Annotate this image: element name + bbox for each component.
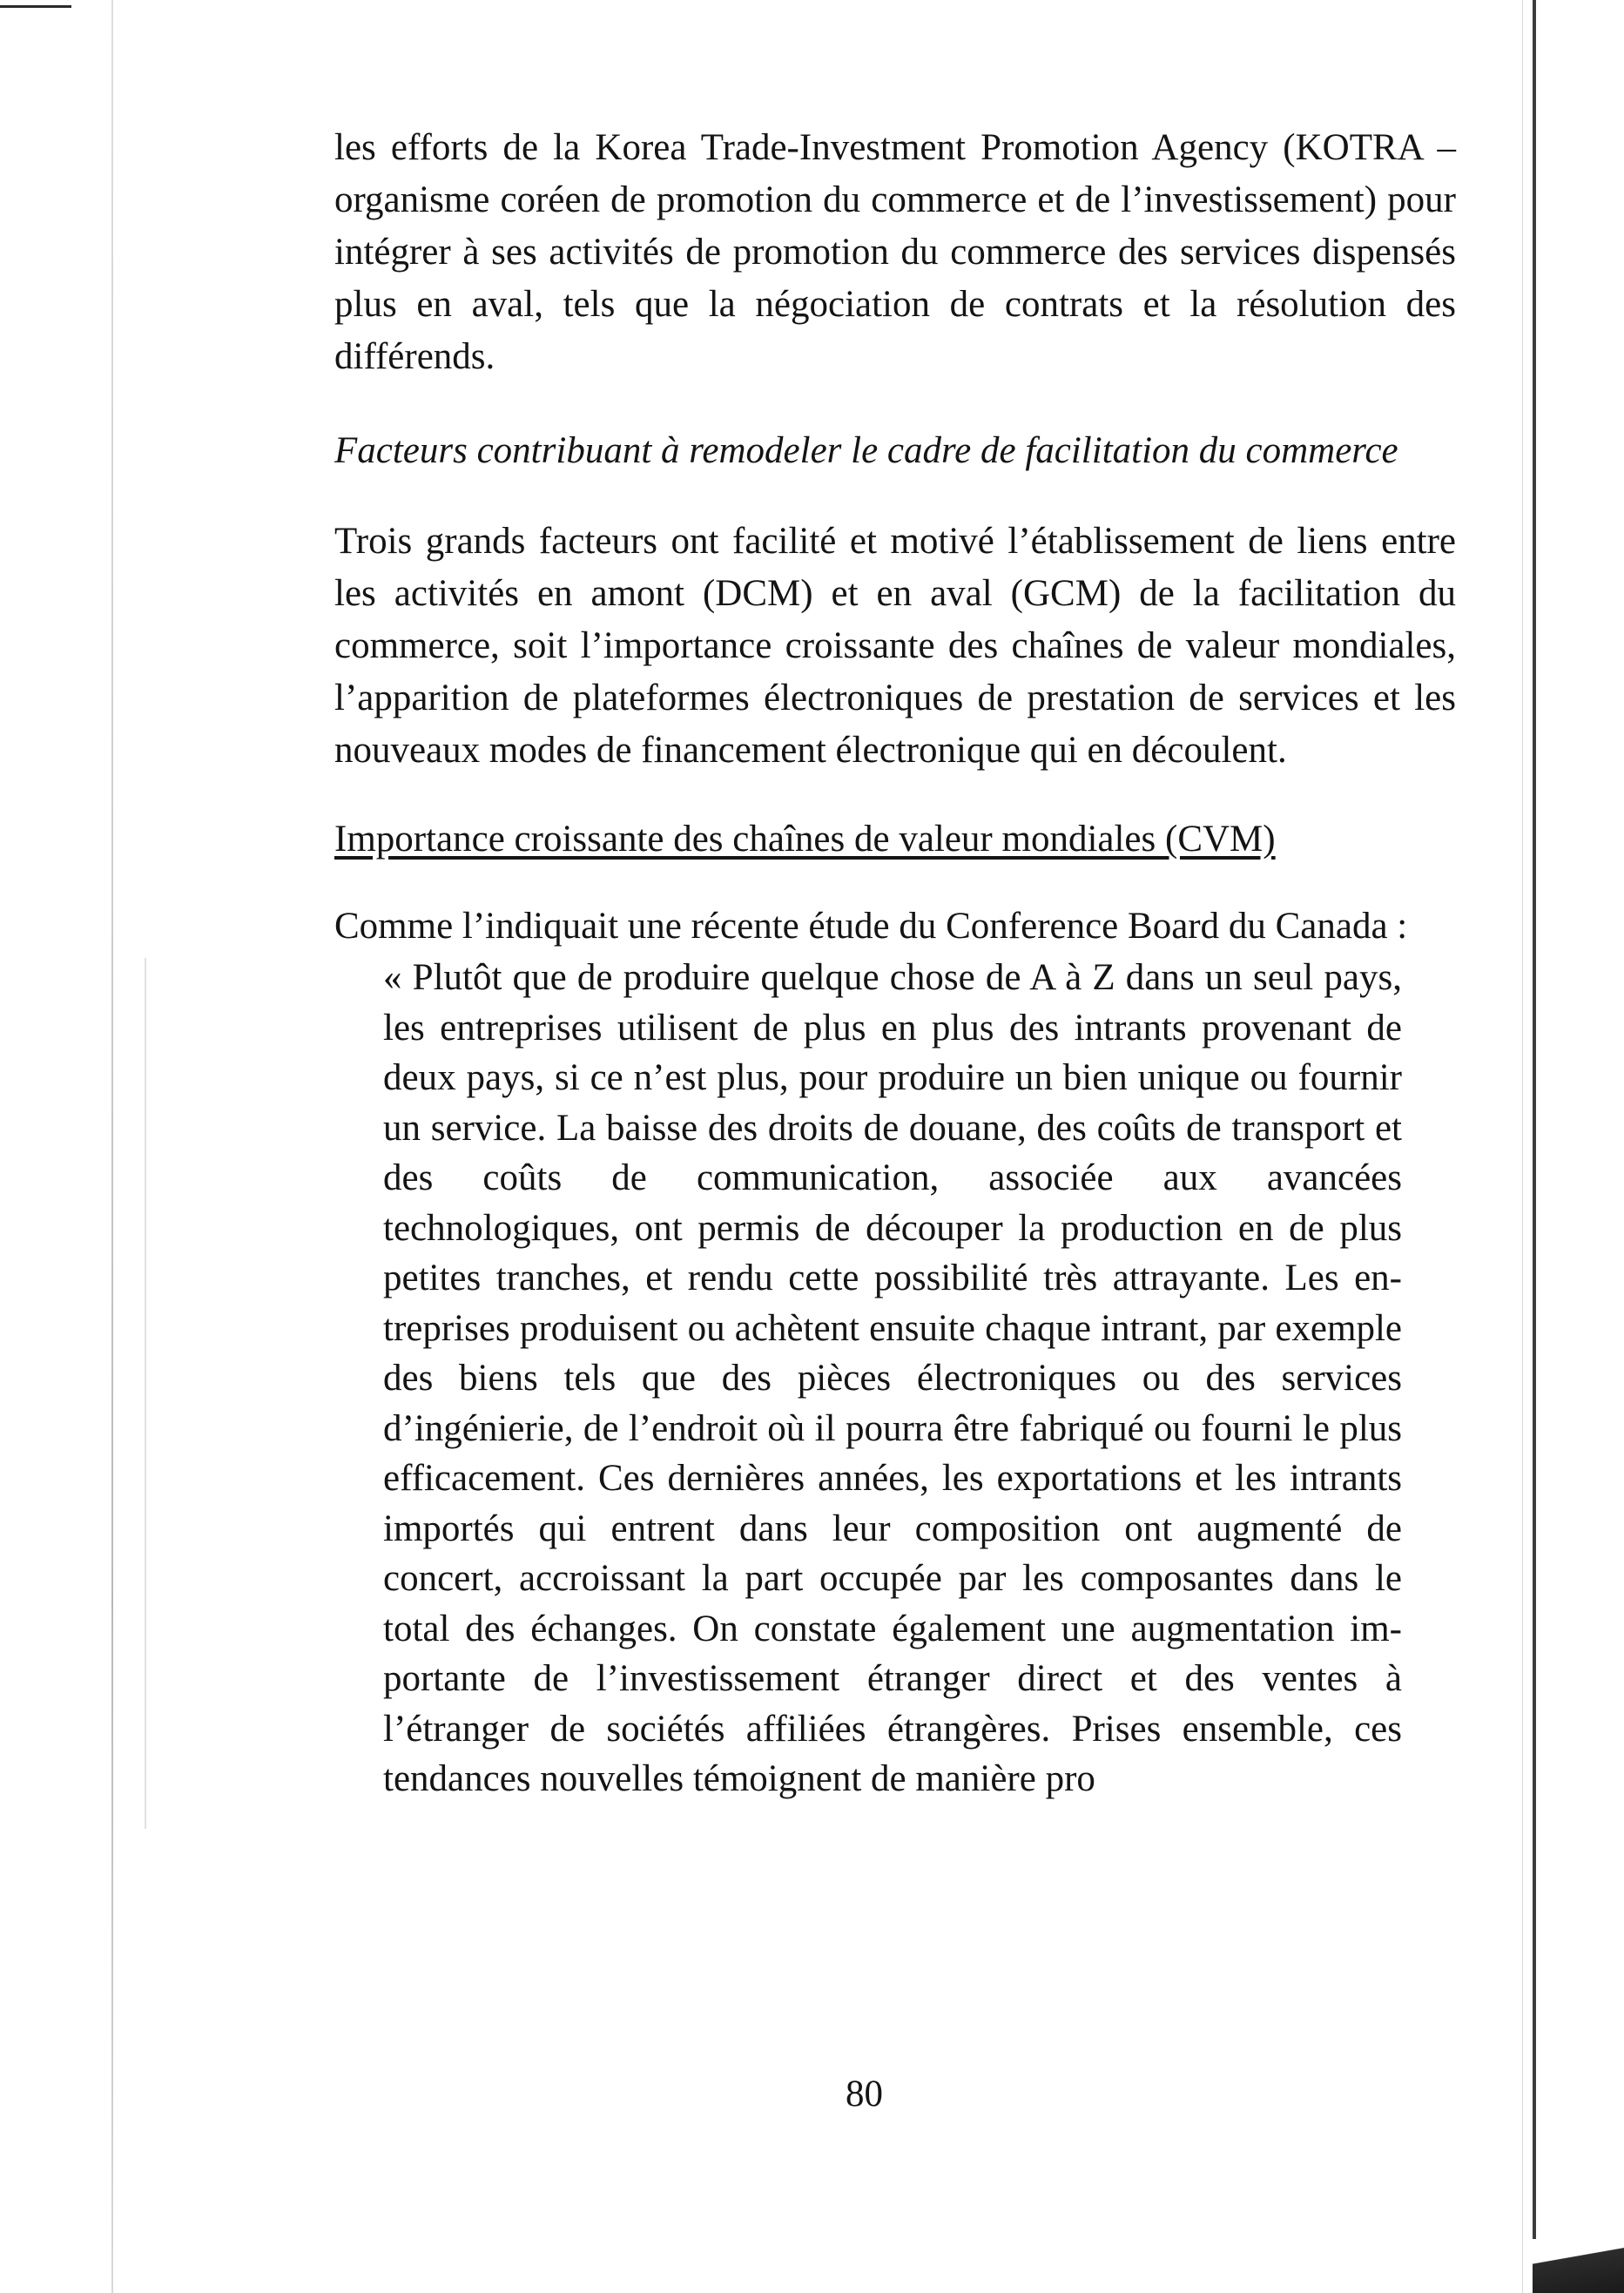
section-heading-underlined: Importance croissante des chaînes de valeur mondiales (CVM) (334, 819, 1276, 860)
paragraph-conference-board: Comme l’indiquait une récente étude du Conference Board du Canada : (334, 906, 1408, 947)
scan-artifact-binding-shadow (111, 0, 113, 2293)
page-number-text: 80 (846, 2074, 883, 2114)
page-number (0, 2073, 1624, 2116)
scan-artifact-top-left (0, 5, 71, 8)
scan-artifact-binding-shadow-inner (145, 958, 146, 1829)
scan-artifact-page-edge (1533, 0, 1624, 2293)
page-body (334, 122, 1456, 1804)
scan-artifact-right-faint-line (1522, 0, 1523, 2293)
block-quote: « Plutôt que de produire quelque chose de A à Z dans un seul pays, les entreprises utilisent de plus en plus des intrants provenant de deux pays, si ce n’est plus, pour produire un bien unique ou fournir un service. La baisse des droits de douane, des coûts de transport et des coûts de communication, associée aux avancées technologiques, ont permis de découper la production en de plus petites tranches, et rendu cette possibilité très attrayante. Les entreprises produisent ou achètent ensuite chaque intrant, par exemple des biens tels que des pièces électroniques ou des services d’ingénierie, de l’endroit où il pourra être fabriqué ou fourni le plus efficacement. Ces dernières années, les exportations et les intrants importés qui entrent dans leur composition ont augmenté de concert, accroissant la part occupée par les composantes dans le total des échanges. On constate également une augmentation importante de l’investissement étranger direct et des ventes à l’étranger de sociétés affiliées étrangères. Prises ensemble, ces tendances nouvelles témoignent de manière pro (383, 957, 1402, 1799)
paragraph-kotra: les efforts de la Korea Trade-Investment Promotion Agency (KOTRA – organisme coréen de promotion du commerce et de l’investissement) pour intégrer à ses activités de promotion du commerce des services dispensés plus en aval, tels que la négociation de contrats et la résolution des différends. (334, 127, 1456, 377)
paragraph-trois-facteurs: Trois grands facteurs ont facilité et motivé l’établissement de liens entre les activités en amont (DCM) et en aval (GCM) de la facilitation du commerce, soit l’importance croissante des chaînes de valeur mondiales, l’apparition de plateformes électroniques de prestation de services et les nouveaux modes de financement électronique qui en découlent. (334, 521, 1456, 771)
section-heading-italic: Facteurs contribuant à remodeler le cadre de facilitation du commerce (334, 430, 1398, 471)
